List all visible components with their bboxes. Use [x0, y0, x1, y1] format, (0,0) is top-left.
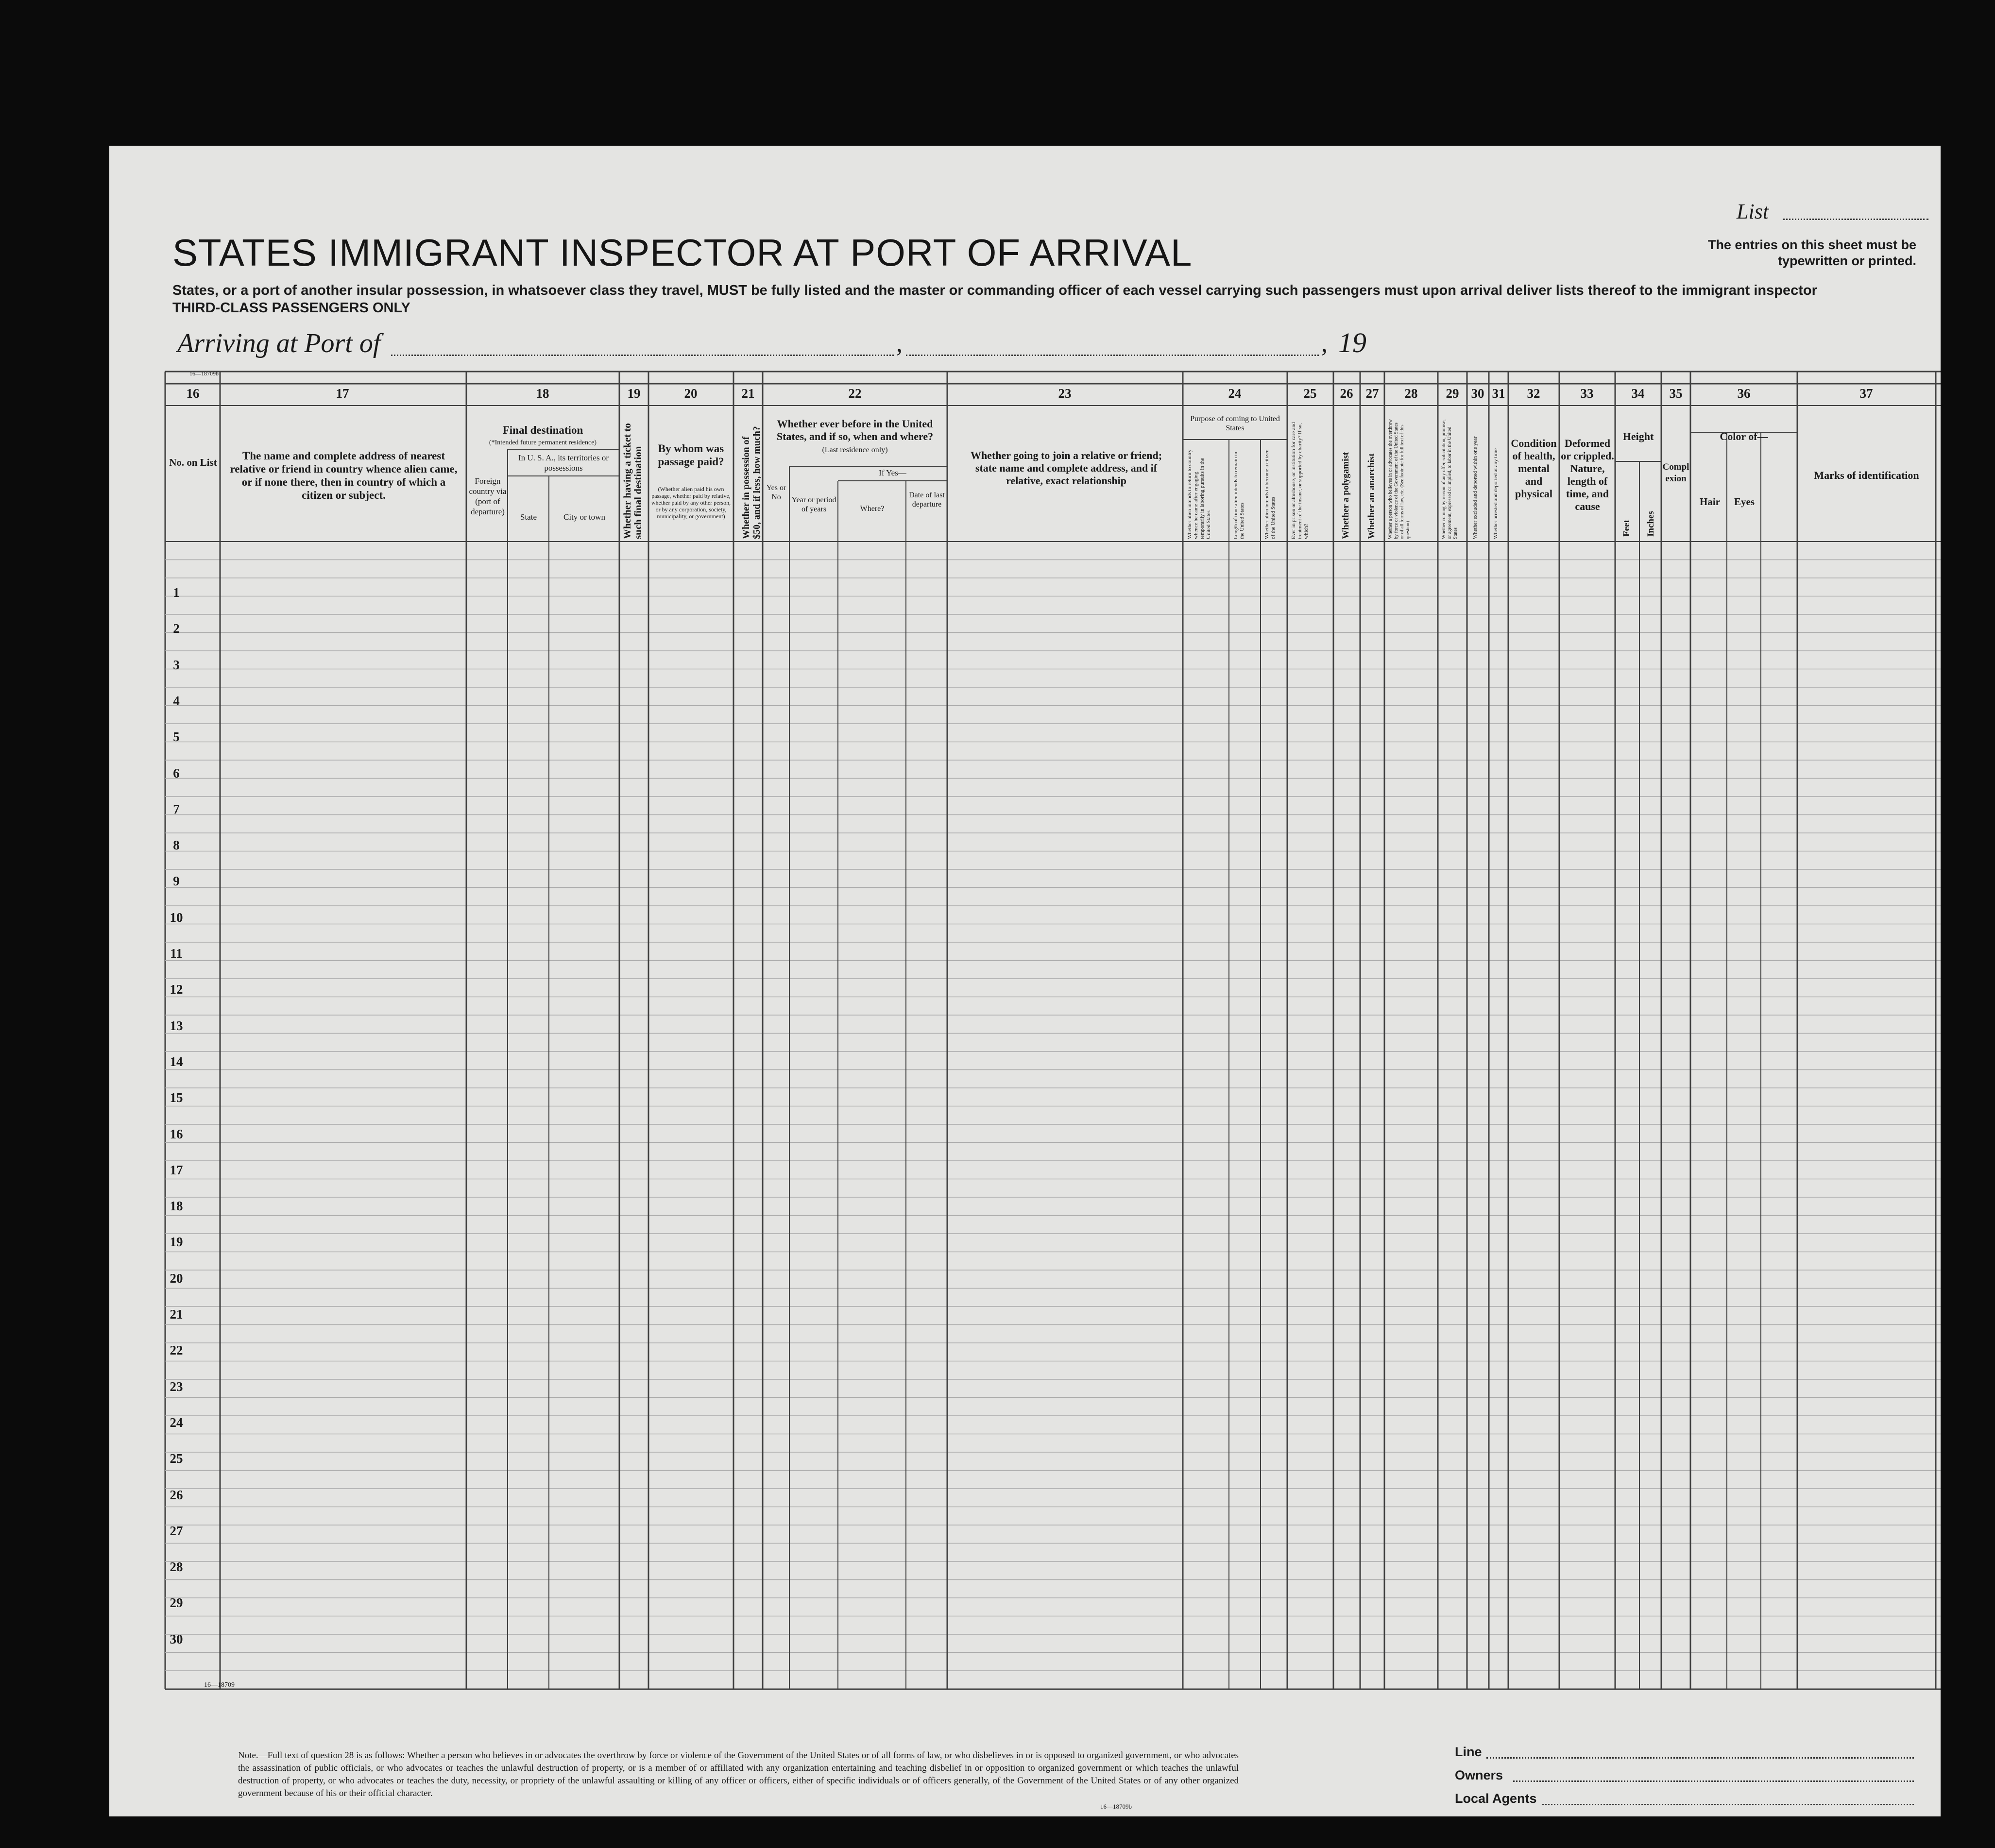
header-feet: Feet: [1621, 520, 1632, 537]
column-number: 24: [1228, 386, 1242, 401]
row-number: 8: [173, 838, 180, 853]
column-number: 22: [848, 386, 862, 401]
column-number: 28: [1404, 386, 1418, 401]
passenger-class: THIRD-CLASS PASSENGERS ONLY: [172, 300, 410, 316]
header-in-usa: In U. S. A., its territories or possessions: [518, 453, 609, 473]
manifest-grid: [109, 146, 1941, 1816]
port-field[interactable]: [391, 355, 894, 356]
row-number: 17: [170, 1162, 183, 1177]
row-number: 25: [170, 1451, 183, 1466]
row-number: 7: [173, 801, 180, 816]
column-number: 35: [1669, 386, 1683, 401]
column-number: 29: [1446, 386, 1459, 401]
row-number: 3: [173, 657, 180, 672]
header-if-yes: If Yes—: [879, 468, 906, 477]
row-number: 12: [170, 982, 183, 997]
column-number: 17: [336, 386, 349, 401]
header-going-to-join: Whether going to join a relative or friend; state name and complete address, and if relative, exact relationship: [970, 449, 1162, 487]
row-number: 13: [170, 1018, 183, 1033]
row-number: 11: [170, 946, 183, 961]
header-purpose-b: Length of time alien intends to remain in the United States: [1233, 452, 1245, 539]
column-number: 25: [1303, 386, 1317, 401]
column-number: 27: [1365, 386, 1379, 401]
row-number: 24: [170, 1415, 183, 1430]
form-instructions: States, or a port of another insular possession, in whatsoever class they travel, MUST be fully listed and the master or commanding officer of each vessel carrying such passengers must upon arrival deliver lists thereof to the immigrant inspector: [172, 283, 1817, 298]
entries-note: The entries on this sheet must be typewritten or printed.: [1707, 237, 1916, 268]
form-code-bottom: 16—18709: [204, 1681, 235, 1689]
header-year-or-period: Year or period of years: [791, 496, 836, 513]
row-number: 10: [170, 910, 183, 925]
comma: ,: [896, 330, 903, 357]
row-number: 5: [173, 729, 180, 745]
header-passage-paid: By whom was passage paid?: [658, 442, 724, 468]
row-number: 26: [170, 1487, 183, 1502]
header-health: Condition of health, mental and physical: [1511, 437, 1557, 500]
row-number: 9: [173, 874, 180, 889]
line-field[interactable]: [1486, 1757, 1914, 1759]
manifest-sheet: [109, 146, 1941, 1816]
header-hair: Hair: [1700, 496, 1720, 508]
row-number: 20: [170, 1271, 183, 1286]
column-number: 30: [1471, 386, 1484, 401]
row-number: 22: [170, 1343, 183, 1358]
local-agents-field[interactable]: [1542, 1804, 1914, 1805]
header-purpose: Purpose of coming to United States: [1190, 415, 1280, 432]
column-number: 23: [1058, 386, 1072, 401]
column-number: 37: [1859, 386, 1873, 401]
header-overthrow: Whether a person who believes in or advocates the overthrow by force or violence of the Government of the United States or of all forms of law, etc. (See footnote for full text of this question): [1388, 419, 1411, 539]
header-final-destination-note: (*Intended future permanent residence): [489, 439, 597, 446]
header-yes-or-no: Yes or No: [766, 484, 786, 501]
header-purpose-c: Whether alien intends to become a citizen of the United States: [1264, 449, 1276, 539]
column-number: 18: [536, 386, 549, 401]
form-code-note: 16—18709b: [1100, 1803, 1132, 1810]
header-final-destination: Final destination: [502, 424, 583, 436]
column-number: 19: [627, 386, 641, 401]
date-field[interactable]: [906, 355, 1319, 356]
column-number: 36: [1737, 386, 1751, 401]
header-polygamist: Whether a polygamist: [1341, 452, 1351, 539]
year-prefix: 19: [1338, 327, 1366, 358]
list-number-field[interactable]: [1783, 219, 1928, 220]
row-number: 21: [170, 1307, 183, 1322]
owners-label: Owners: [1455, 1768, 1503, 1782]
form-code-top: 16—18709b: [189, 370, 219, 377]
header-nearest-relative: The name and complete address of nearest relative or friend in country whence alien came, or if none there, then in country of which a citizen or subject.: [230, 450, 458, 501]
column-number: 32: [1527, 386, 1540, 401]
header-height: Height: [1622, 430, 1654, 442]
row-number: 23: [170, 1379, 183, 1394]
header-excluded: Whether excluded and deported within one year: [1472, 436, 1478, 539]
column-number: 26: [1340, 386, 1353, 401]
row-number: 4: [173, 693, 180, 708]
row-number: 1: [173, 585, 180, 600]
row-number: 15: [170, 1090, 183, 1105]
owners-field[interactable]: [1513, 1780, 1914, 1782]
row-number: 30: [170, 1631, 183, 1646]
header-inches: Inches: [1646, 511, 1656, 537]
header-fifty-dollars: Whether in possession of $50, and if less, how much?: [741, 426, 762, 539]
row-number: 29: [170, 1595, 183, 1611]
form-title: STATES IMMIGRANT INSPECTOR AT PORT OF ARRIVAL: [172, 231, 1193, 274]
row-number: 19: [170, 1235, 183, 1250]
header-city-or-town: City or town: [563, 512, 605, 522]
arriving-label: Arriving at Port of: [177, 328, 381, 358]
header-labor-offer: Whether coming by reason of any offer, solicitation, promise, or agreement, expressed or implied, to labor in the United States: [1441, 419, 1458, 539]
header-prison: Ever in prison or almshouse, or institution for care and treatment of the insane, or supported by charity? If so, which?: [1291, 422, 1309, 539]
column-number: 31: [1492, 386, 1505, 401]
column-number: 34: [1631, 386, 1645, 401]
header-state: State: [520, 512, 537, 522]
row-number: 27: [170, 1523, 183, 1538]
header-date-of-departure: Date of last departure: [909, 491, 945, 509]
header-complexion: Complexion: [1662, 462, 1689, 484]
column-number: 21: [741, 386, 755, 401]
column-number: 33: [1580, 386, 1594, 401]
header-purpose-a: Whether alien intends to return to country whence he came after engaging temporarily in laboring pursuits in the United States: [1187, 449, 1211, 539]
row-number: 18: [170, 1199, 183, 1214]
row-number: 16: [170, 1126, 183, 1141]
header-passage-paid-note: (Whether alien paid his own passage, whether paid by relative, whether paid by any other person, or by any corporation, society, municipality, or government): [651, 486, 731, 520]
header-where: Where?: [860, 505, 885, 513]
header-deformed: Deformed or crippled. Nature, length of time, and cause: [1561, 437, 1614, 512]
local-agents-label: Local Agents: [1455, 1791, 1537, 1806]
header-last-residence: (Last residence only): [822, 446, 888, 454]
column-number: 20: [684, 386, 698, 401]
row-number: 28: [170, 1560, 183, 1575]
column-number: 16: [186, 386, 200, 401]
line-label: Line: [1455, 1745, 1482, 1759]
header-no-on-list: No. on List: [169, 457, 217, 468]
header-eyes: Eyes: [1734, 496, 1755, 508]
header-arrested: Whether arrested and deported at any time: [1493, 448, 1499, 539]
row-number: 6: [173, 765, 180, 780]
list-label: List: [1737, 200, 1769, 223]
header-anarchist: Whether an anarchist: [1366, 453, 1377, 539]
header-marks: Marks of identification: [1814, 469, 1919, 481]
comma: ,: [1321, 330, 1328, 357]
footnote-question-28: Note.—Full text of question 28 is as follows: Whether a person who believes in or advocates the overthrow by force or violence of the Government of the United States or of all forms of law, or who disbelieves in or is opposed to organized government, or who advocates the assassination of public officials, or who advocates or teaches the unlawful destruction of property, or is a member of or affiliated with any organization entertaining and teaching disbelief in or opposition to organized government or which teaches the unlawful destruction of property, or who advocates or teaches the duty, necessity, or propriety of the unlawful assaulting or killing of any officer or officers, either of specific individuals or of officers generally, of the Government of the United States or of any other organized government because of his or their official character.: [238, 1750, 1239, 1798]
header-ticket: Whether having a ticket to such final destination: [621, 423, 644, 539]
row-number: 14: [170, 1054, 183, 1069]
row-number: 2: [173, 621, 180, 636]
header-foreign-country: Foreign country via (port of departure): [469, 476, 507, 516]
header-ever-before-in-us: Whether ever before in the United States, and if so, when and where?: [776, 418, 934, 442]
header-color-of: Color of—: [1720, 430, 1768, 442]
